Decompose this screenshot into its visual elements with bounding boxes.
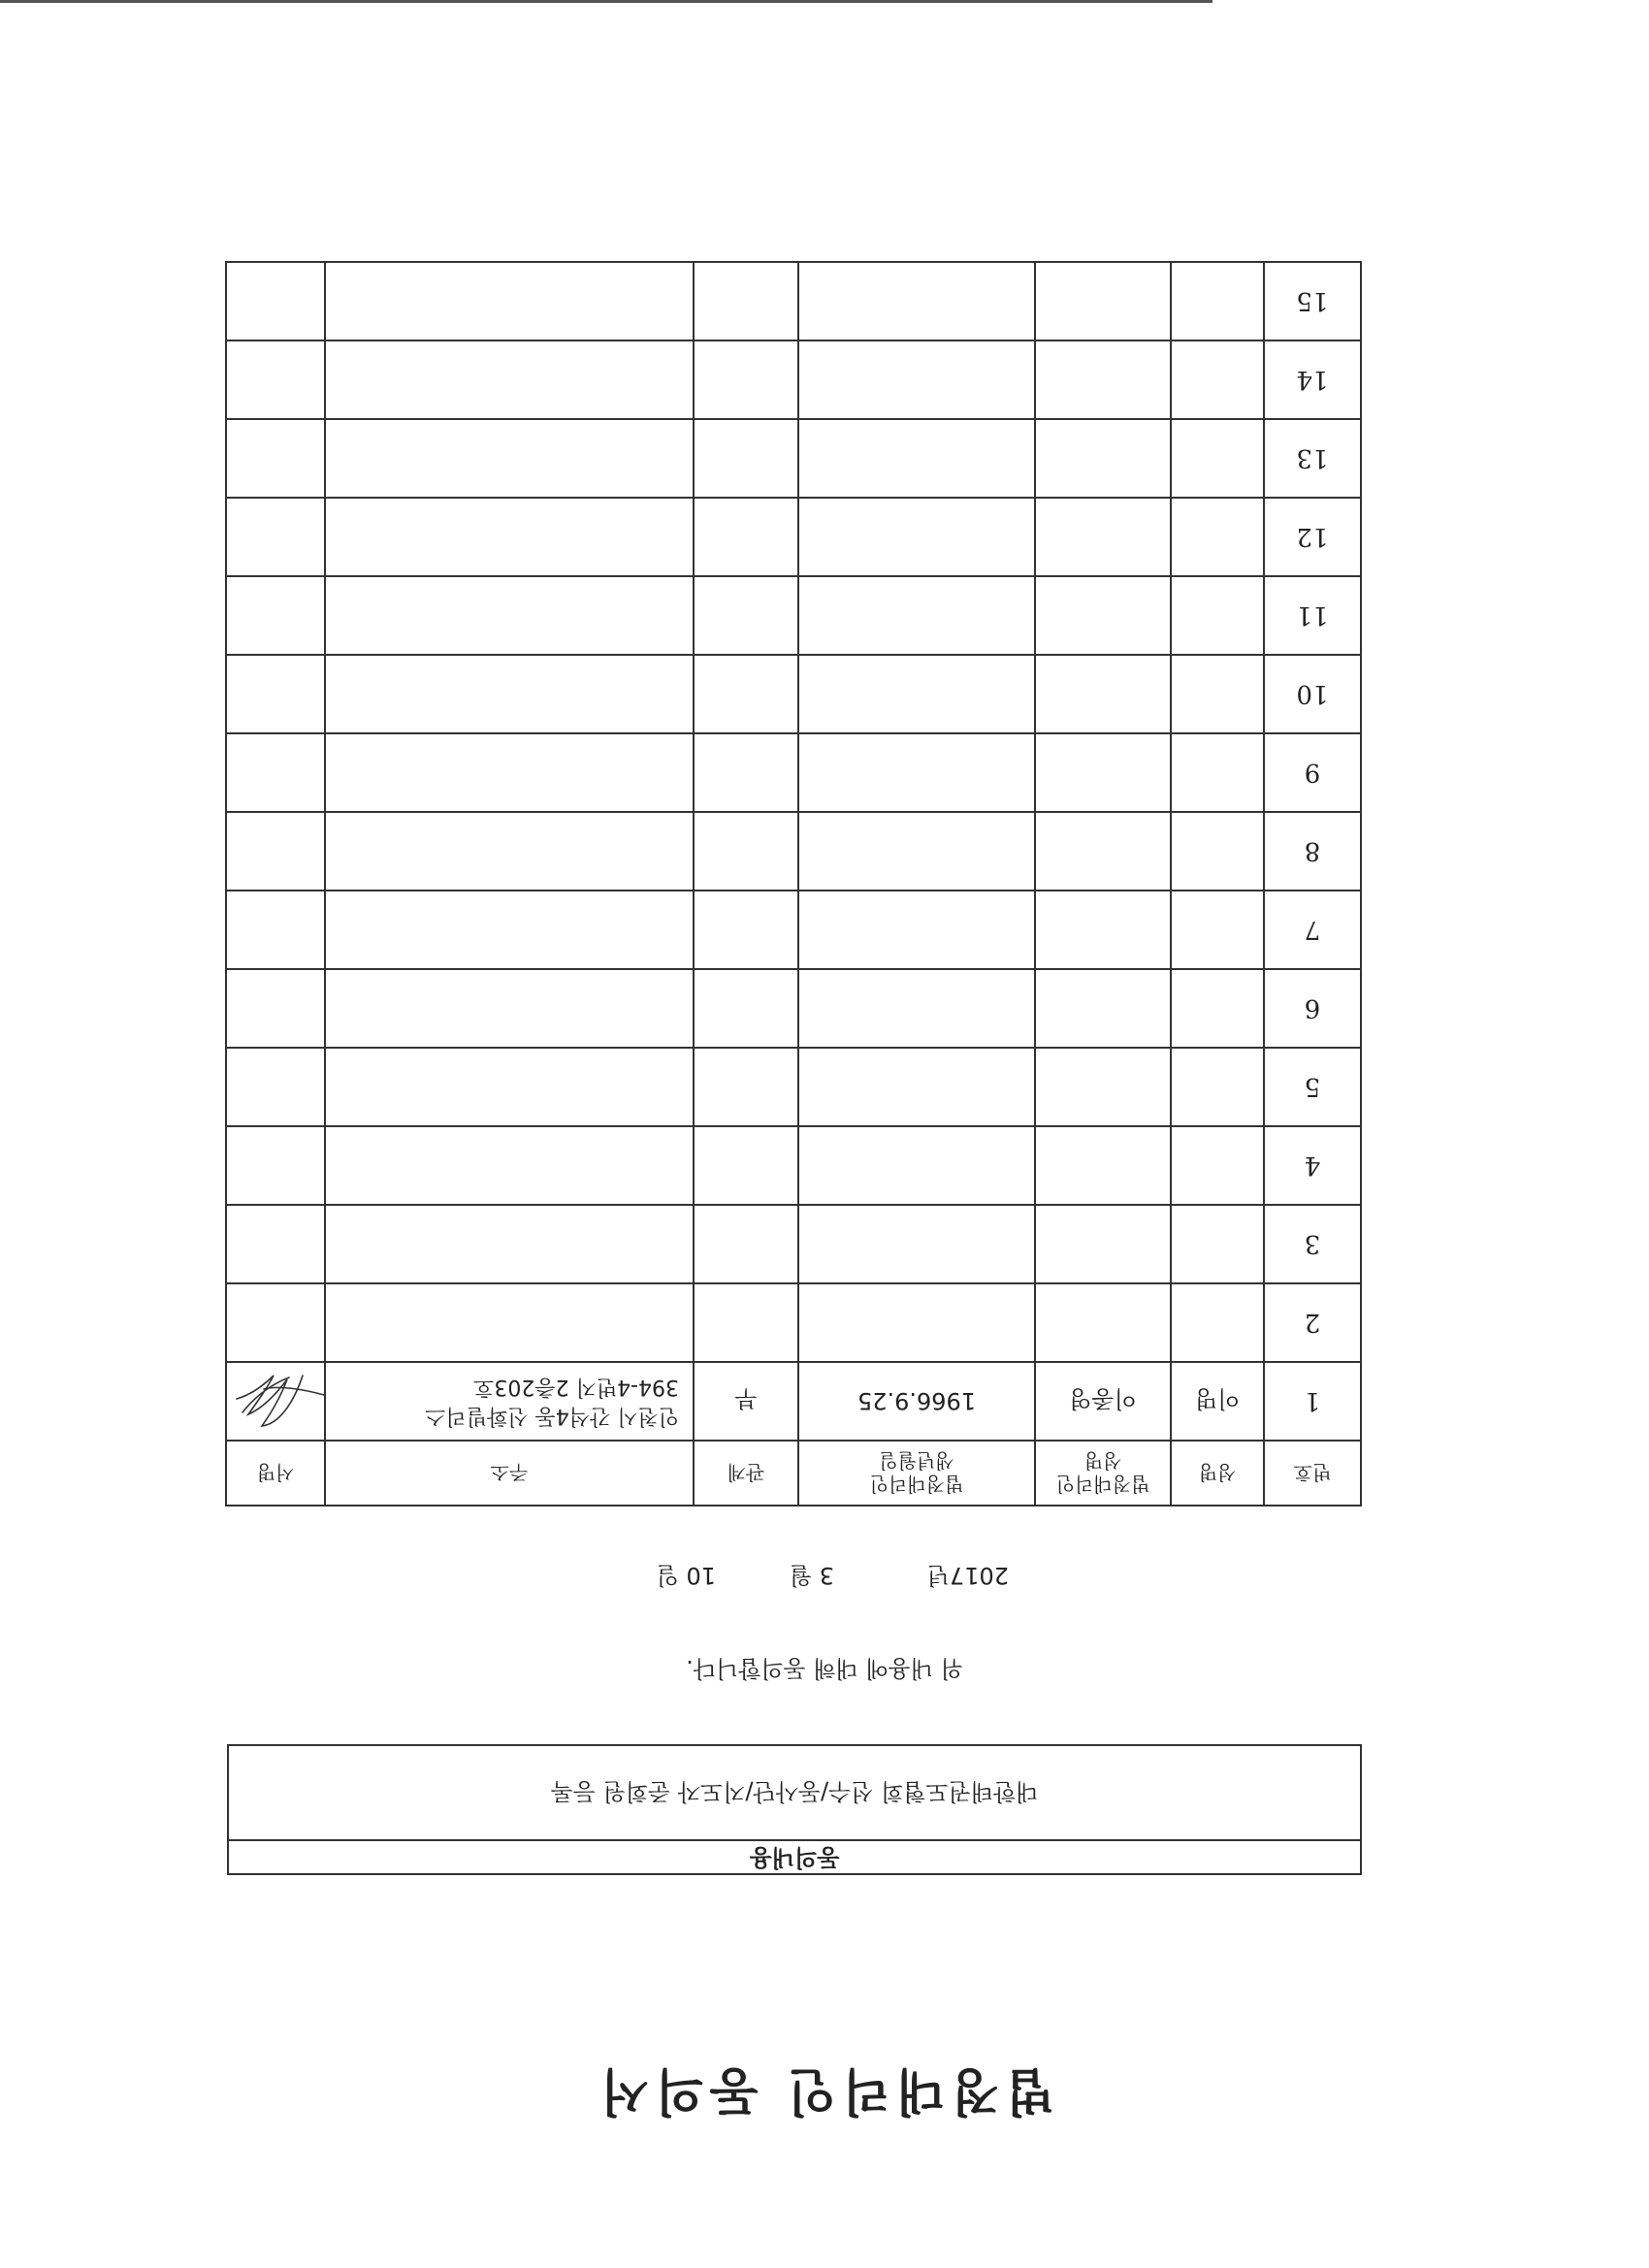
cell-kinship [694, 812, 798, 891]
cell-kinship [694, 733, 798, 812]
cell-guardian-name [1035, 262, 1171, 340]
cell-guardian-name [1035, 1048, 1171, 1126]
table-header-row [226, 1441, 1361, 1506]
cell-guardian-birth [798, 419, 1035, 498]
cell-signature [226, 655, 325, 733]
date-year: 2017년 [926, 1562, 1009, 1589]
cell-signature [226, 498, 325, 576]
cell-address [325, 576, 694, 655]
cell-address [325, 1048, 694, 1126]
cell-relation [1171, 340, 1264, 419]
cell-guardian-birth: 1966.9.25 [798, 1362, 1035, 1441]
cell-address [325, 1205, 694, 1283]
cell-signature [226, 1048, 325, 1126]
handwritten-signature [225, 1366, 332, 1434]
cell-address [325, 812, 694, 891]
cell-relation [1171, 1048, 1264, 1126]
cell-guardian-name [1035, 891, 1171, 969]
cell-kinship [694, 1048, 798, 1126]
cell-guardian-birth [798, 655, 1035, 733]
cell-signature [226, 1205, 325, 1283]
cell-signature [226, 812, 325, 891]
table-row [226, 1048, 1361, 1126]
cell-kinship [694, 498, 798, 576]
cell-address [325, 498, 694, 576]
cell-number: 13 [1264, 419, 1361, 498]
cell-guardian-name [1035, 498, 1171, 576]
cell-kinship [694, 262, 798, 340]
cell-guardian-birth [798, 733, 1035, 812]
agreement-statement: 위 내용에 대해 동의합니다. [686, 1655, 963, 1682]
cell-guardian-name [1035, 576, 1171, 655]
cell-kinship [694, 655, 798, 733]
table-row [226, 498, 1361, 576]
cell-number: 4 [1264, 1126, 1361, 1205]
cell-number: 15 [1264, 262, 1361, 340]
cell-number: 6 [1264, 969, 1361, 1048]
cell-relation [1171, 1205, 1264, 1283]
cell-kinship [694, 891, 798, 969]
cell-guardian-name [1035, 733, 1171, 812]
cell-guardian-birth [798, 969, 1035, 1048]
cell-number: 1 [1264, 1362, 1361, 1441]
cell-kinship [694, 969, 798, 1048]
cell-relation [1171, 419, 1264, 498]
cell-signature [226, 262, 325, 340]
cell-signature [226, 576, 325, 655]
cell-number: 12 [1264, 498, 1361, 576]
cell-guardian-birth [798, 1126, 1035, 1205]
table-row [226, 1205, 1361, 1283]
cell-kinship [694, 1205, 798, 1283]
cell-number: 3 [1264, 1205, 1361, 1283]
table-row [226, 655, 1361, 733]
cell-kinship [694, 340, 798, 419]
header-address: 주소 [325, 1441, 694, 1506]
cell-guardian-name [1035, 340, 1171, 419]
cell-guardian-birth [798, 576, 1035, 655]
cell-relation [1171, 262, 1264, 340]
cell-guardian-name: 이종영 [1035, 1362, 1171, 1441]
cell-relation [1171, 498, 1264, 576]
table-row [226, 1283, 1361, 1362]
header-guardian-birth: 법정대리인 생년월일 [798, 1441, 1035, 1506]
cell-address [325, 1283, 694, 1362]
cell-number: 7 [1264, 891, 1361, 969]
header-number: 번호 [1264, 1441, 1361, 1506]
consent-content: 대한태권도협회 선수/동사단/지도자 준회원 등록 [550, 1778, 1039, 1805]
cell-guardian-birth [798, 498, 1035, 576]
cell-relation [1171, 891, 1264, 969]
cell-guardian-name [1035, 1126, 1171, 1205]
cell-guardian-birth [798, 812, 1035, 891]
cell-relation [1171, 812, 1264, 891]
table-row [226, 419, 1361, 498]
date-month: 3 월 [789, 1562, 834, 1589]
cell-address [325, 891, 694, 969]
cell-relation: 이명 [1171, 1362, 1264, 1441]
cell-address [325, 340, 694, 419]
table-row [226, 262, 1361, 340]
header-kinship: 관계 [694, 1441, 798, 1506]
cell-address [325, 655, 694, 733]
cell-guardian-name [1035, 969, 1171, 1048]
table-row [226, 891, 1361, 969]
table-body [226, 262, 1361, 1441]
cell-guardian-name [1035, 1205, 1171, 1283]
cell-guardian-birth [798, 1205, 1035, 1283]
cell-relation [1171, 1126, 1264, 1205]
cell-number: 8 [1264, 812, 1361, 891]
cell-relation [1171, 576, 1264, 655]
table-row [226, 812, 1361, 891]
date-line [0, 1562, 1649, 1595]
cell-guardian-name [1035, 419, 1171, 498]
date-day: 10 일 [656, 1562, 716, 1589]
cell-number: 2 [1264, 1283, 1361, 1362]
cell-address: 인천시 간석4동 신화빌리스 394-4번지 2층203호 [325, 1362, 694, 1441]
document-title: 법정대리인 동의서 [595, 2061, 1054, 2121]
cell-guardian-birth [798, 1283, 1035, 1362]
table-row [226, 340, 1361, 419]
cell-address [325, 733, 694, 812]
cell-signature [226, 969, 325, 1048]
cell-signature [226, 340, 325, 419]
consent-header: 동의내용 [229, 1839, 1360, 1873]
cell-signature [226, 1362, 325, 1441]
cell-relation [1171, 1283, 1264, 1362]
cell-relation [1171, 655, 1264, 733]
cell-kinship [694, 1126, 798, 1205]
cell-guardian-name [1035, 655, 1171, 733]
cell-signature [226, 733, 325, 812]
cell-guardian-birth [798, 262, 1035, 340]
cell-kinship [694, 1283, 798, 1362]
table-row [226, 969, 1361, 1048]
cell-kinship [694, 576, 798, 655]
guardian-table [225, 261, 1362, 1507]
cell-kinship: 부 [694, 1362, 798, 1441]
table-row [226, 733, 1361, 812]
cell-number: 11 [1264, 576, 1361, 655]
cell-number: 5 [1264, 1048, 1361, 1126]
cell-signature [226, 1283, 325, 1362]
cell-address [325, 419, 694, 498]
consent-box [227, 1744, 1362, 1875]
header-member-name: 성명 [1171, 1441, 1264, 1506]
header-signature: 서명 [226, 1441, 325, 1506]
cell-guardian-name [1035, 812, 1171, 891]
cell-signature [226, 891, 325, 969]
cell-guardian-birth [798, 340, 1035, 419]
cell-signature [226, 419, 325, 498]
cell-number: 9 [1264, 733, 1361, 812]
cell-relation [1171, 733, 1264, 812]
cell-address [325, 1126, 694, 1205]
cell-guardian-birth [798, 891, 1035, 969]
cell-guardian-name [1035, 1283, 1171, 1362]
header-guardian-name: 법정대리인 성명 [1035, 1441, 1171, 1506]
cell-kinship [694, 419, 798, 498]
cell-address [325, 262, 694, 340]
cell-guardian-birth [798, 1048, 1035, 1126]
cell-number: 10 [1264, 655, 1361, 733]
table-row [226, 1126, 1361, 1205]
cell-signature [226, 1126, 325, 1205]
cell-relation [1171, 969, 1264, 1048]
table-row [226, 576, 1361, 655]
table-row [226, 1362, 1361, 1441]
cell-number: 14 [1264, 340, 1361, 419]
cell-address [325, 969, 694, 1048]
